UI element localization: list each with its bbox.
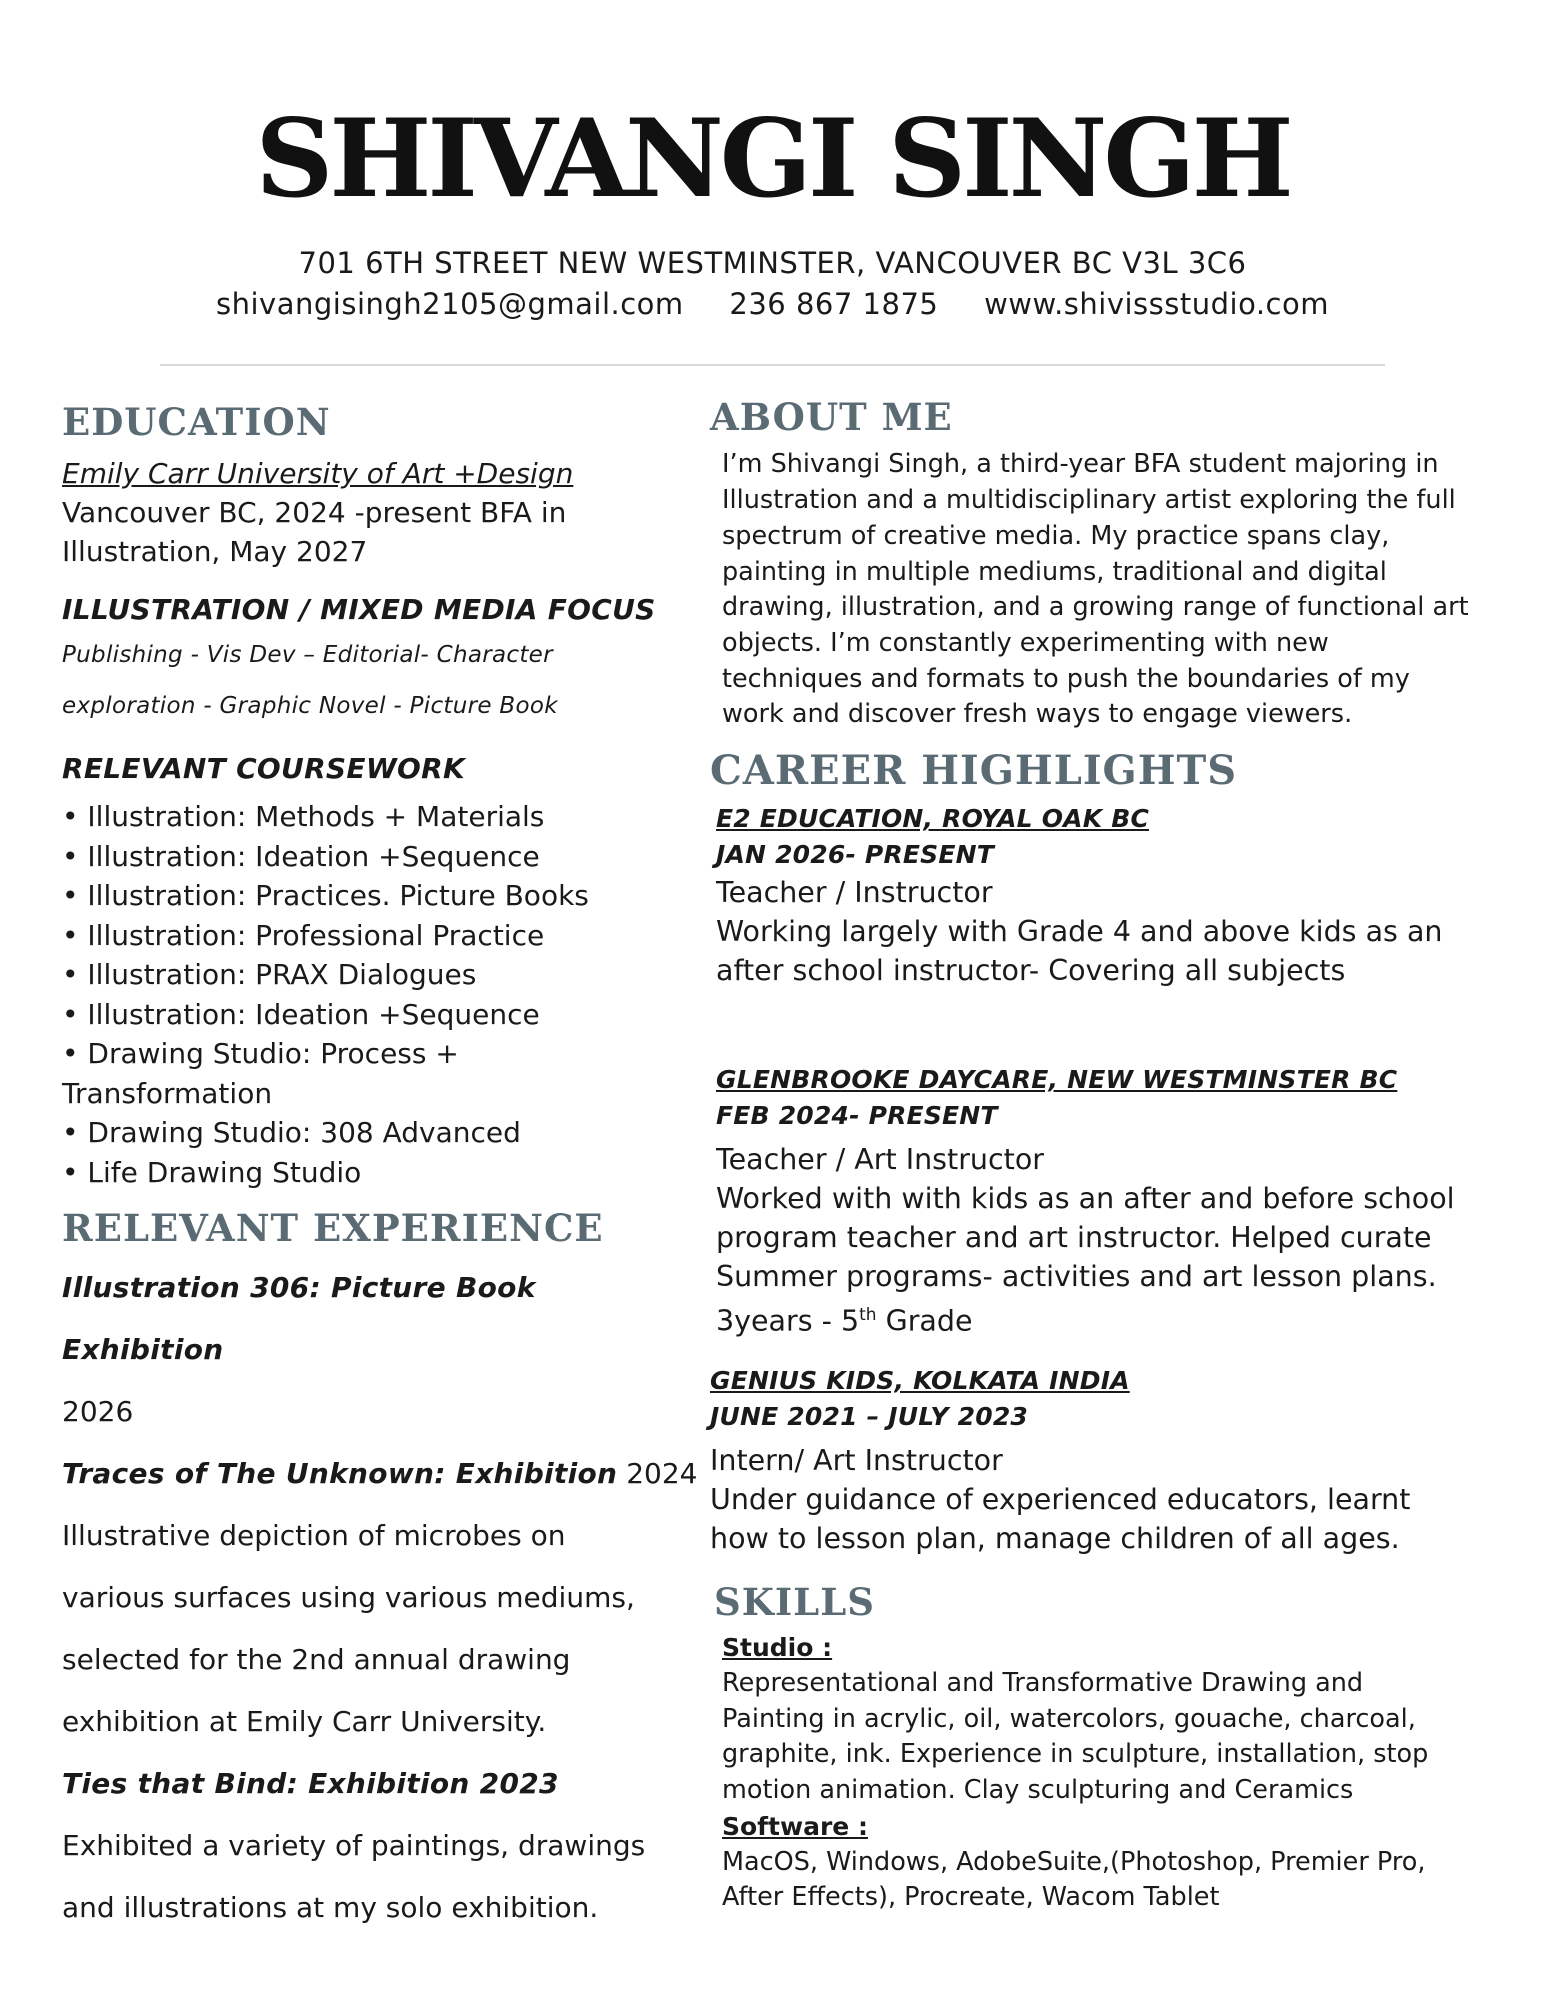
studio-skills-label: Studio :	[722, 1632, 833, 1662]
website-link[interactable]: www.shivissstudio.com	[984, 287, 1329, 321]
about-line: painting in multiple mediums, traditional and digital	[722, 556, 1387, 587]
experience-desc-line: exhibition at Emily Carr University.	[62, 1704, 547, 1738]
skills-section	[722, 1630, 1500, 1916]
job-organization: GLENBROOKE DAYCARE, NEW WESTMINSTER BC	[716, 1065, 1398, 1095]
job-organization: E2 EDUCATION, ROYAL OAK BC	[716, 804, 1149, 834]
experience-desc-line: Illustrative depiction of microbes on	[62, 1518, 566, 1552]
job-role: Teacher / Instructor	[716, 876, 993, 910]
job-dates: FEB 2024- PRESENT	[716, 1101, 998, 1131]
about-line: objects. I’m constantly experimenting with new	[722, 627, 1329, 658]
education-heading: EDUCATION	[62, 400, 331, 444]
job-desc-line: program teacher and art instructor. Helped curate	[716, 1221, 1432, 1255]
about-line: drawing, illustration, and a growing range of functional art	[722, 592, 1469, 623]
skill-line: After Effects), Procreate, Wacom Tablet	[722, 1882, 1220, 1913]
job-desc-line: Working largely with Grade 4 and above kids as an	[716, 915, 1443, 949]
job-entry	[716, 801, 1500, 990]
experience-desc-line: selected for the 2nd annual drawing	[62, 1642, 571, 1676]
job-grade-line	[716, 1296, 1500, 1341]
job-role: Teacher / Art Instructor	[716, 1143, 1044, 1177]
header-divider	[160, 364, 1385, 366]
experience-item-year: 2026	[62, 1394, 134, 1428]
job-entry	[716, 1062, 1500, 1341]
job-desc-line: Under guidance of experienced educators, learnt	[710, 1482, 1411, 1516]
course-item: • Drawing Studio: 308 Advanced	[62, 1116, 521, 1150]
experience-desc-line: various surfaces using various mediums,	[62, 1580, 635, 1614]
course-item: • Drawing Studio: Process +	[62, 1037, 459, 1071]
focus-title: ILLUSTRATION / MIXED MEDIA FOCUS	[62, 593, 656, 627]
contact-info	[0, 287, 1545, 321]
school-name: Emily Carr University of Art +Design	[62, 457, 574, 491]
focus-line-1: Publishing - Vis Dev – Editorial- Character	[62, 642, 553, 669]
course-item: Transformation	[62, 1076, 273, 1110]
experience-item-title: Illustration 306: Picture Book Exhibition	[62, 1270, 536, 1366]
about-heading: ABOUT ME	[710, 395, 953, 439]
course-item: • Illustration: PRAX Dialogues	[62, 958, 477, 992]
career-heading: CAREER HIGHLIGHTS	[710, 747, 1238, 795]
about-line: I’m Shivangi Singh, a third-year BFA student majoring in	[722, 449, 1439, 480]
address: 701 6TH STREET NEW WESTMINSTER, VANCOUVER BC V3L 3C6	[298, 246, 1247, 280]
about-line: spectrum of creative media. My practice spans clay,	[722, 520, 1390, 551]
software-skills-label: Software :	[722, 1811, 868, 1841]
resume-name: SHIVANGI SINGH	[255, 96, 1290, 222]
course-item: • Illustration: Ideation +Sequence	[62, 997, 540, 1031]
course-item: • Illustration: Ideation +Sequence	[62, 839, 540, 873]
about-line: techniques and formats to push the boundaries of my	[722, 663, 1410, 694]
coursework-title: RELEVANT COURSEWORK	[62, 752, 465, 786]
about-line: work and discover fresh ways to engage viewers.	[722, 699, 1353, 730]
about-line: Illustration and a multidisciplinary artist exploring the full	[722, 485, 1456, 516]
right-column	[710, 395, 1500, 1916]
phone-number: 236 867 1875	[729, 287, 939, 321]
job-organization: GENIUS KIDS, KOLKATA INDIA	[710, 1365, 1130, 1395]
job-dates: JAN 2026- PRESENT	[716, 840, 995, 870]
skill-line: Representational and Transformative Drawing and	[722, 1667, 1364, 1698]
skills-heading: SKILLS	[714, 1579, 875, 1624]
course-list	[62, 797, 702, 1192]
experience-item-year: 2024	[617, 1456, 698, 1490]
skill-line: Painting in acrylic, oil, watercolors, gouache, charcoal,	[722, 1703, 1416, 1734]
job-desc-line: after school instructor- Covering all subjects	[716, 954, 1346, 988]
education-details-2: Illustration, May 2027	[62, 535, 368, 569]
job-role: Intern/ Art Instructor	[710, 1443, 1003, 1477]
about-text	[710, 447, 1500, 733]
email-link[interactable]: shivangisingh2105@gmail.com	[216, 287, 684, 321]
grade-prefix: 3years - 5	[716, 1304, 860, 1338]
skill-line: MacOS, Windows, AdobeSuite,(Photoshop, Premier Pro,	[722, 1846, 1426, 1877]
experience-item-heading	[62, 1443, 702, 1505]
course-item: • Life Drawing Studio	[62, 1155, 362, 1189]
experience-item-title: Ties that Bind: Exhibition 2023	[62, 1766, 559, 1800]
experience-desc-line: and illustrations at my solo exhibition.	[62, 1890, 599, 1924]
course-item: • Illustration: Professional Practice	[62, 918, 545, 952]
experience-item-title: Traces of The Unknown: Exhibition	[62, 1456, 618, 1490]
course-item: • Illustration: Practices. Picture Books	[62, 879, 589, 913]
experience-desc-line: Exhibited a variety of paintings, drawings	[62, 1828, 646, 1862]
education-details-1: Vancouver BC, 2024 -present BFA in	[62, 496, 567, 530]
grade-suffix: Grade	[876, 1304, 973, 1338]
skill-line: graphite, ink. Experience in sculpture, installation, stop	[722, 1739, 1429, 1770]
job-desc-line: Summer programs- activities and art lesson plans.	[716, 1260, 1437, 1294]
left-column	[62, 400, 702, 1939]
skill-line: motion animation. Clay sculpturing and Ceramics	[722, 1775, 1354, 1806]
job-entry	[710, 1363, 1500, 1558]
focus-line-2: exploration - Graphic Novel - Picture Book	[62, 693, 558, 720]
course-item: • Illustration: Methods + Materials	[62, 800, 545, 834]
experience-heading: RELEVANT EXPERIENCE	[62, 1206, 604, 1251]
grade-sup: th	[859, 1305, 877, 1326]
job-dates: JUNE 2021 – JULY 2023	[710, 1401, 1029, 1431]
job-desc-line: Worked with with kids as an after and before school	[716, 1182, 1455, 1216]
job-desc-line: how to lesson plan, manage children of all ages.	[710, 1521, 1400, 1555]
